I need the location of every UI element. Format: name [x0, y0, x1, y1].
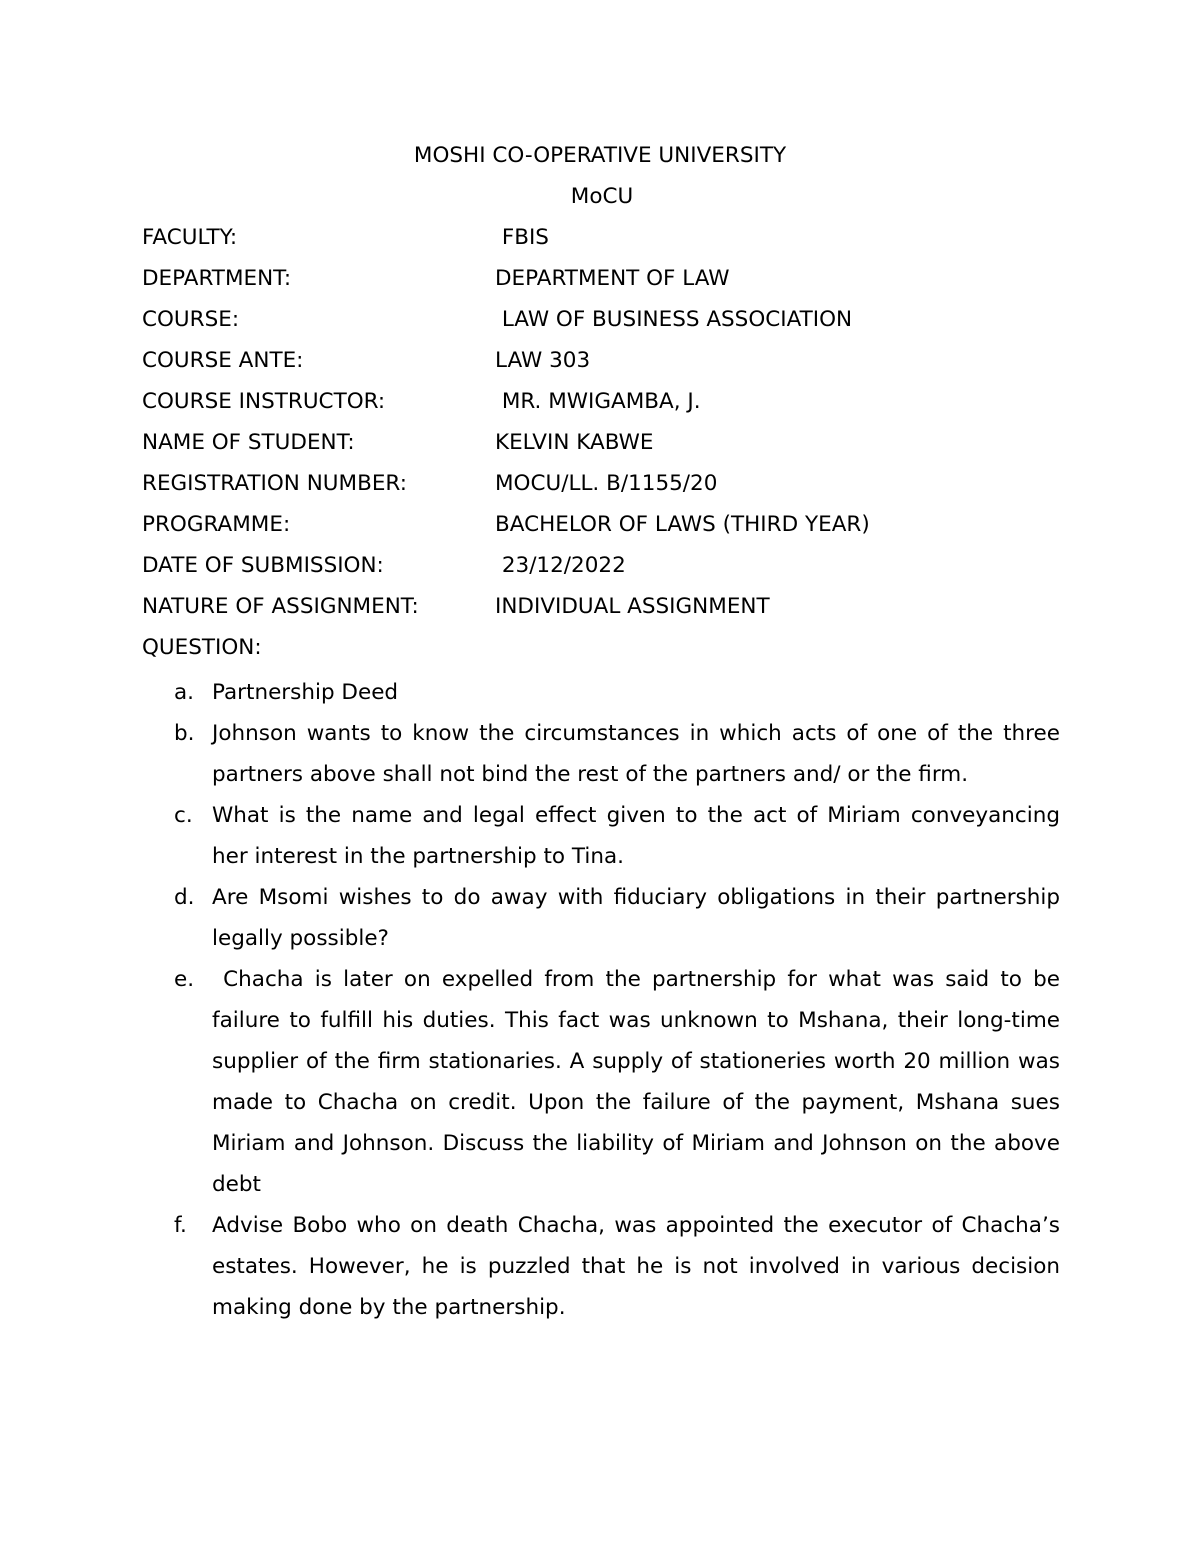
detail-value-submission-date: 23/12/2022: [495, 553, 626, 578]
question-item-c: [142, 795, 1060, 877]
question-list: [142, 672, 1067, 1328]
question-marker: f.: [174, 1213, 187, 1238]
question-marker: a.: [174, 680, 195, 705]
question-text: Johnson wants to know the circumstances in which acts of one of the three partners above shall not bind the rest of the partners and/ or the firm.: [212, 721, 1060, 787]
detail-value-assignment-nature: INDIVIDUAL ASSIGNMENT: [495, 594, 770, 619]
detail-value-course: LAW OF BUSINESS ASSOCIATION: [495, 307, 853, 332]
detail-value-registration: MOCU/LL. B/1155/20: [495, 471, 718, 496]
question-marker: c.: [174, 803, 193, 828]
detail-value-faculty: FBIS: [495, 225, 549, 250]
question-heading: QUESTION:: [142, 635, 262, 660]
question-item-a: [142, 672, 1060, 713]
detail-label-student-name: NAME OF STUDENT:: [142, 430, 355, 455]
detail-label-assignment-nature: NATURE OF ASSIGNMENT:: [142, 594, 419, 619]
detail-value-course-ante: LAW 303: [495, 348, 591, 373]
question-marker: d.: [174, 885, 195, 910]
detail-label-instructor: COURSE INSTRUCTOR:: [142, 389, 386, 414]
question-text: Partnership Deed: [212, 680, 399, 705]
detail-label-faculty: FACULTY:: [142, 225, 238, 250]
question-item-d: [142, 877, 1060, 959]
detail-label-department: DEPARTMENT:: [142, 266, 292, 291]
detail-value-department: DEPARTMENT OF LAW: [495, 266, 730, 291]
detail-label-course-ante: COURSE ANTE:: [142, 348, 304, 373]
detail-label-registration: REGISTRATION NUMBER:: [142, 471, 407, 496]
detail-value-student-name: KELVIN KABWE: [495, 430, 654, 455]
detail-label-course: COURSE:: [142, 307, 240, 332]
university-title: MOSHI CO-OPERATIVE UNIVERSITY: [413, 143, 787, 168]
question-text: Chacha is later on expelled from the partnership for what was said to be failure to fulfill his duties. This fact was unknown to Mshana, their long-time supplier of the firm stationaries. A supply of stationeries worth 20 million was made to Chacha on credit. Upon the failure of the payment, Mshana sues Miriam and Johnson. Discuss the liability of Miriam and Johnson on the above debt: [212, 967, 1067, 1197]
detail-label-programme: PROGRAMME:: [142, 512, 291, 537]
question-item-e: [142, 959, 1067, 1205]
question-text: What is the name and legal effect given to the act of Miriam conveyancing her interest in the partnership to Tina.: [212, 803, 1060, 869]
detail-value-programme: BACHELOR OF LAWS (THIRD YEAR): [495, 512, 870, 537]
question-marker: e.: [174, 967, 195, 992]
detail-value-instructor: MR. MWIGAMBA, J.: [495, 389, 701, 414]
question-item-b: [142, 713, 1060, 795]
question-text: Advise Bobo who on death Chacha, was appointed the executor of Chacha’s estates. However, he is puzzled that he is not involved in various decision making done by the partnership.: [212, 1213, 1060, 1320]
university-abbreviation: MoCU: [570, 184, 634, 209]
detail-label-submission-date: DATE OF SUBMISSION:: [142, 553, 384, 578]
question-text: Are Msomi wishes to do away with fiduciary obligations in their partnership legally possible?: [212, 885, 1060, 951]
question-item-f: [142, 1205, 1060, 1328]
question-marker: b.: [174, 721, 195, 746]
